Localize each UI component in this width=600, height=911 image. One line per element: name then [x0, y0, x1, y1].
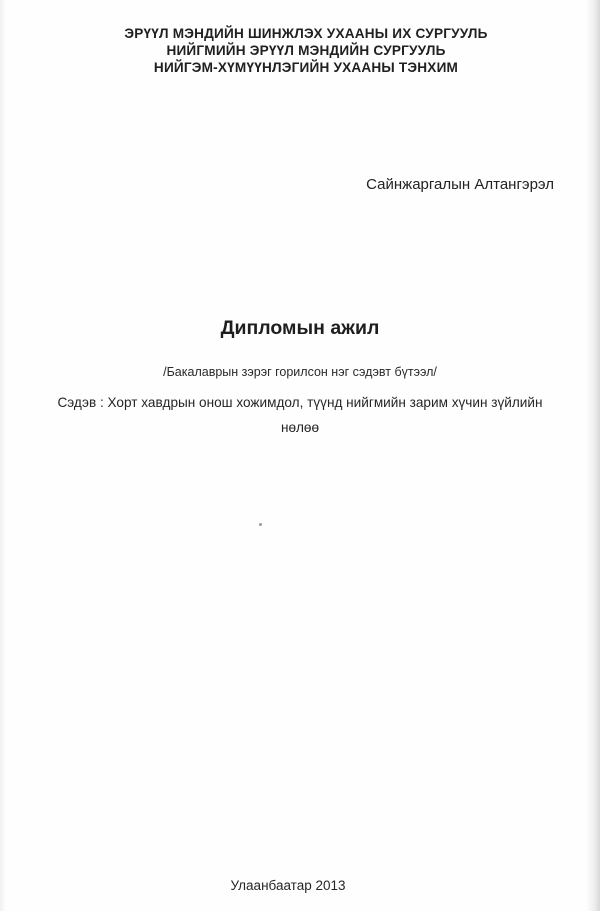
department-name: НИЙГЭМ-ХҮМҮҮНЛЭГИЙН УХААНЫ ТЭНХИМ — [153, 60, 459, 75]
place-and-year: Улаанбаатар 2013 — [230, 878, 346, 893]
scan-speck — [259, 523, 262, 526]
institution-header — [0, 25, 600, 76]
page-right-edge — [586, 0, 600, 911]
thesis-topic — [0, 390, 600, 440]
document-title: Дипломын ажил — [220, 317, 380, 339]
university-name: ЭРҮҮЛ МЭНДИЙН ШИНЖЛЭХ УХААНЫ ИХ СУРГУУЛЬ — [124, 26, 488, 41]
topic-line-1: Сэдэв : Хорт хавдрын онош хожимдол, түүнд нийгмийн зарим хүчин зүйлийн — [57, 395, 543, 410]
topic-line-2: нөлөө — [280, 420, 320, 435]
author-name: Сайнжаргалын Алтангэрэл — [366, 176, 554, 193]
degree-subtitle: /Бакалаврын зэрэг горилсон нэг сэдэвт бүтээл/ — [163, 365, 437, 379]
school-name: НИЙГМИЙН ЭРҮҮЛ МЭНДИЙН СУРГУУЛЬ — [166, 43, 446, 58]
page-left-edge — [0, 0, 6, 911]
